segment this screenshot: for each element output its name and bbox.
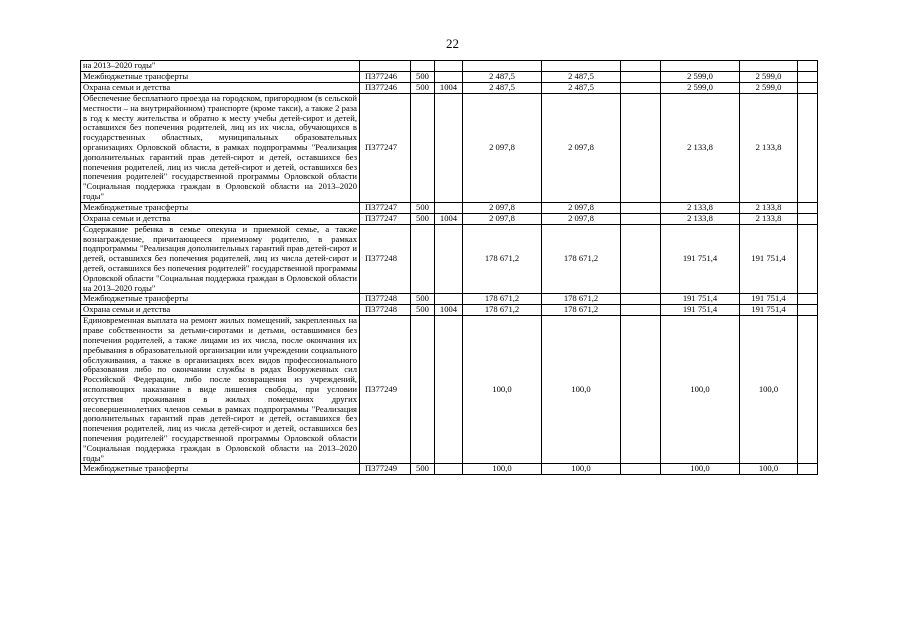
row-code: П377248 — [360, 294, 411, 305]
row-description: Обеспечение бесплатного проезда на городском, пригородном (в сельской местности – на внутрирайонном) транспорте (кроме такси), а также 2 раза в год к месту жительства и обратно к месту учебы детей-сирот и детей, оставшихся без попечения родителей, лиц из их числа, обучающихся в государственных областных, муниципальных образовательных организациях Орловской области, в рамках подпрограммы "Реализация дополнительных гарантий прав детей-сирот и детей, оставшихся без попечения родителей, лиц из числа детей-сирот и детей, оставшихся без попечения родителей" государственной программы Орловской области "Социальная поддержка граждан в Орловской области на 2013–2020 годы" — [81, 94, 360, 203]
row-vr: 500 — [411, 464, 435, 475]
row-value-1: 2 097,8 — [463, 213, 542, 224]
row-value-2: 2 487,5 — [542, 83, 621, 94]
row-vr: 500 — [411, 202, 435, 213]
row-code: П377249 — [360, 464, 411, 475]
row-value-1: 2 097,8 — [463, 94, 542, 203]
row-empty-cell — [798, 202, 818, 213]
row-value-4: 2 599,0 — [740, 72, 798, 83]
row-code: П377247 — [360, 202, 411, 213]
row-empty-cell — [798, 213, 818, 224]
row-value-3: 2 133,8 — [661, 94, 740, 203]
row-empty-cell — [798, 72, 818, 83]
row-empty-cell — [798, 305, 818, 316]
row-description: Межбюджетные трансферты — [81, 294, 360, 305]
row-value-2: 2 097,8 — [542, 94, 621, 203]
row-rz: 1004 — [435, 83, 463, 94]
row-description: Охрана семьи и детства — [81, 305, 360, 316]
row-rz — [435, 94, 463, 203]
page-number: 22 — [446, 36, 459, 51]
row-code: П377247 — [360, 213, 411, 224]
table-row — [81, 294, 818, 305]
row-value-1: 178 671,2 — [463, 305, 542, 316]
row-value-3: 2 599,0 — [661, 83, 740, 94]
row-value-2: 2 487,5 — [542, 72, 621, 83]
row-empty-cell — [621, 224, 661, 294]
row-value-4: 100,0 — [740, 464, 798, 475]
table-row — [81, 305, 818, 316]
row-description: Охрана семьи и детства — [81, 83, 360, 94]
row-rz: 1004 — [435, 305, 463, 316]
row-rz — [435, 316, 463, 464]
row-empty-cell — [798, 294, 818, 305]
row-empty-cell — [621, 464, 661, 475]
row-vr: 500 — [411, 305, 435, 316]
row-value-4: 2 599,0 — [740, 83, 798, 94]
row-value-1: 2 487,5 — [463, 72, 542, 83]
row-vr: 500 — [411, 83, 435, 94]
row-vr — [411, 224, 435, 294]
row-rz — [435, 464, 463, 475]
row-rz: 1004 — [435, 213, 463, 224]
row-vr: 500 — [411, 72, 435, 83]
row-rz — [435, 224, 463, 294]
row-code: П377248 — [360, 224, 411, 294]
row-value-1: 178 671,2 — [463, 294, 542, 305]
row-value-4: 191 751,4 — [740, 305, 798, 316]
row-empty-cell — [621, 72, 661, 83]
table-row — [81, 83, 818, 94]
row-description: Единовременная выплата на ремонт жилых помещений, закрепленных на праве собственности за детьми-сиротами и детьми, оставшимися без попечения родителей, а также лицами из их числа, после окончания их пребывания в образовательной организации или учреждении социального обслуживания, а также в организациях всех видов профессионального образования либо по окончании службы в рядах Вооруженных сил Российской Федерации, либо после возвращения из учреждений, исполняющих наказание в виде лишения свободы, при условии отсутствия проживания в жилых помещениях других несовершеннолетних членов семьи в рамках подпрограммы "Реализация дополнительных гарантий прав детей-сирот и детей, оставшихся без попечения родителей, лиц из числа детей-сирот и детей, оставшихся без попечения родителей" государственной программы Орловской области "Социальная поддержка граждан в Орловской области на 2013–2020 годы" — [81, 316, 360, 464]
row-empty-cell — [621, 294, 661, 305]
row-code — [360, 61, 411, 72]
row-value-3: 2 133,8 — [661, 202, 740, 213]
row-code: П377246 — [360, 72, 411, 83]
row-value-3: 191 751,4 — [661, 224, 740, 294]
table-row — [81, 94, 818, 203]
row-rz — [435, 294, 463, 305]
row-value-4: 2 133,8 — [740, 213, 798, 224]
row-description: на 2013–2020 годы" — [81, 61, 360, 72]
row-value-3: 191 751,4 — [661, 294, 740, 305]
row-code: П377249 — [360, 316, 411, 464]
row-empty-cell — [621, 316, 661, 464]
row-code: П377248 — [360, 305, 411, 316]
row-empty-cell — [798, 224, 818, 294]
budget-table — [80, 60, 818, 475]
row-empty-cell — [798, 316, 818, 464]
row-vr — [411, 316, 435, 464]
row-empty-cell — [621, 202, 661, 213]
row-value-2: 2 097,8 — [542, 202, 621, 213]
row-rz — [435, 202, 463, 213]
row-code: П377246 — [360, 83, 411, 94]
row-value-1 — [463, 61, 542, 72]
table-row — [81, 316, 818, 464]
row-empty-cell — [798, 83, 818, 94]
row-value-1: 2 097,8 — [463, 202, 542, 213]
row-vr: 500 — [411, 294, 435, 305]
table-row — [81, 72, 818, 83]
table-row — [81, 61, 818, 72]
row-value-4 — [740, 61, 798, 72]
row-value-1: 100,0 — [463, 464, 542, 475]
table-row — [81, 202, 818, 213]
row-value-2 — [542, 61, 621, 72]
row-description: Охрана семьи и детства — [81, 213, 360, 224]
row-value-1: 100,0 — [463, 316, 542, 464]
row-description: Межбюджетные трансферты — [81, 72, 360, 83]
row-value-3 — [661, 61, 740, 72]
row-value-1: 178 671,2 — [463, 224, 542, 294]
row-empty-cell — [621, 213, 661, 224]
row-value-3: 2 133,8 — [661, 213, 740, 224]
row-value-2: 100,0 — [542, 316, 621, 464]
row-value-2: 2 097,8 — [542, 213, 621, 224]
row-vr — [411, 94, 435, 203]
row-value-4: 2 133,8 — [740, 202, 798, 213]
table-row — [81, 213, 818, 224]
row-empty-cell — [621, 83, 661, 94]
row-value-3: 100,0 — [661, 316, 740, 464]
row-value-2: 178 671,2 — [542, 305, 621, 316]
row-value-4: 2 133,8 — [740, 94, 798, 203]
row-empty-cell — [621, 94, 661, 203]
row-value-3: 100,0 — [661, 464, 740, 475]
row-empty-cell — [621, 305, 661, 316]
row-empty-cell — [621, 61, 661, 72]
row-value-4: 191 751,4 — [740, 294, 798, 305]
row-value-2: 178 671,2 — [542, 294, 621, 305]
row-value-2: 100,0 — [542, 464, 621, 475]
row-empty-cell — [798, 94, 818, 203]
row-vr — [411, 61, 435, 72]
row-value-1: 2 487,5 — [463, 83, 542, 94]
row-value-3: 191 751,4 — [661, 305, 740, 316]
row-rz — [435, 72, 463, 83]
row-description: Межбюджетные трансферты — [81, 464, 360, 475]
table-row — [81, 224, 818, 294]
row-description: Межбюджетные трансферты — [81, 202, 360, 213]
row-rz — [435, 61, 463, 72]
row-empty-cell — [798, 464, 818, 475]
row-value-4: 191 751,4 — [740, 224, 798, 294]
table-row — [81, 464, 818, 475]
row-code: П377247 — [360, 94, 411, 203]
row-vr: 500 — [411, 213, 435, 224]
row-empty-cell — [798, 61, 818, 72]
row-value-4: 100,0 — [740, 316, 798, 464]
row-value-2: 178 671,2 — [542, 224, 621, 294]
row-value-3: 2 599,0 — [661, 72, 740, 83]
row-description: Содержание ребенка в семье опекуна и приемной семье, а также вознаграждение, причитающееся приемному родителю, в рамках подпрограммы "Реализация дополнительных гарантий прав детей-сирот и детей, оставшихся без попечения родителей, лиц из числа детей-сирот и детей, оставшихся без попечения родителей" государственной программы Орловской области "Социальная поддержка граждан в Орловской области на 2013–2020 годы" — [81, 224, 360, 294]
